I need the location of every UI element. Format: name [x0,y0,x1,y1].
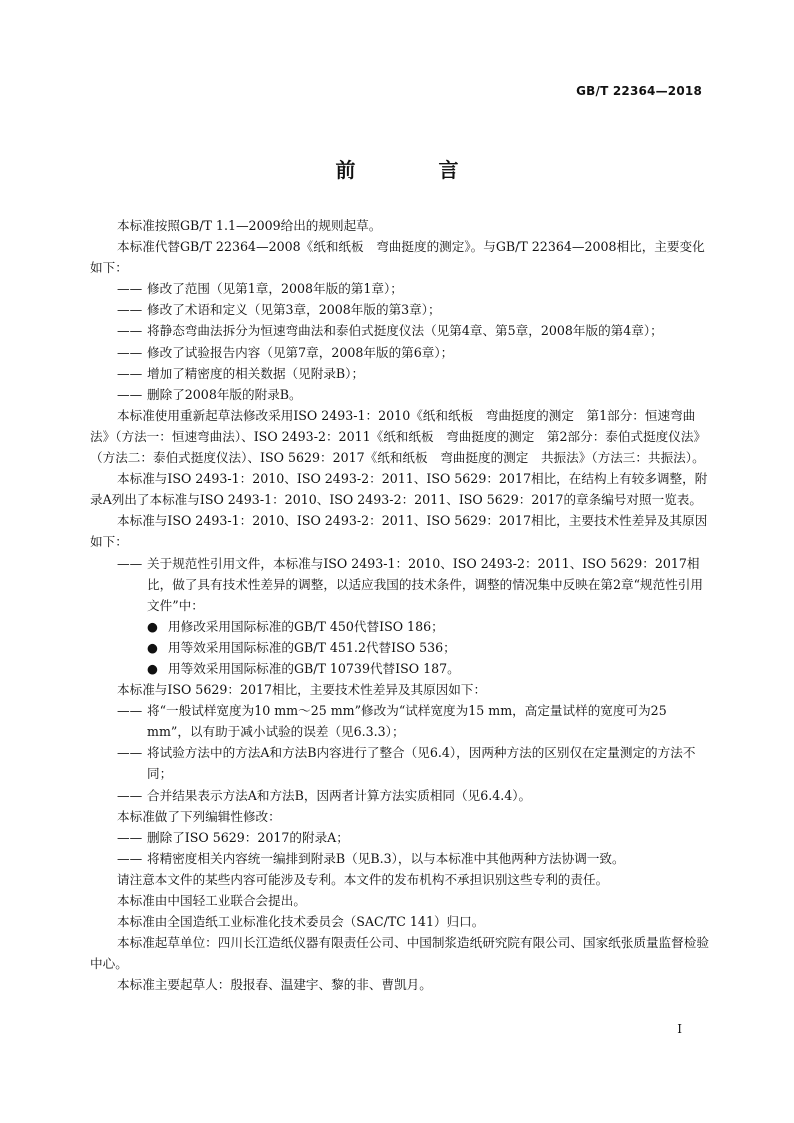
body-paragraph: 本标准由中国轻工业联合会提出。 [117,893,306,908]
list-item-text: 用等效采用国际标准的GB/T 451.2代替ISO 536； [168,639,456,655]
body-paragraph: 本标准做了下列编辑性修改： [117,808,281,824]
dash-list-item [90,363,710,384]
list-item-text: 用修改采用国际标准的GB/T 450代替ISO 186； [168,618,444,634]
page-title: 前 言 [335,158,497,182]
body-paragraph: 本标准与ISO 2493-1：2010、ISO 2493-2：2011、ISO 5629：2017相比，主要技术性差异及其原因如下： [90,513,708,550]
dash-marker: —— [117,302,143,318]
dash-list-item [90,553,710,616]
body-paragraph: 本标准起草单位：四川长江造纸仪器有限责任公司、中国制浆造纸研究院有限公司、国家纸张质量监督检验中心。 [90,935,709,972]
bullet-marker: ● [147,639,158,655]
list-item-text: 修改了术语和定义（见第3章，2008年版的第3章）； [147,302,441,318]
dash-list-item [90,827,710,848]
list-item-text: 将静态弯曲法拆分为恒速弯曲法和泰伯式挺度仪法（见第4章、第5章，2008年版的第4章）； [147,323,663,339]
dash-marker: —— [117,850,143,866]
dash-list-item [90,785,710,806]
dash-marker: —— [117,787,143,803]
body-paragraph: 本标准与ISO 5629：2017相比，主要技术性差异及其原因如下： [117,682,487,698]
list-item-text: 关于规范性引用文件，本标准与ISO 2493-1：2010、ISO 2493-2：2011、ISO 5629：2017相比，做了具有技术性差异的调整，以适应我国的技术条件，调整的情况集中反映在第2章“规范性引用文件”中： [147,555,703,613]
list-item-text: 删除了2008年版的附录B。 [147,386,302,402]
standard-number: GB/T 22364—2018 [576,84,702,98]
dash-marker: —— [117,745,143,761]
dash-list-item [90,320,710,341]
dash-marker: —— [117,829,143,845]
list-item-text: 将精密度相关内容统一编排到附录B（见B.3），以与本标准中其他两种方法协调一致。 [147,850,625,866]
dash-marker: —— [117,555,143,571]
dash-marker: —— [117,365,143,381]
dash-list-item [90,384,710,405]
body-paragraph: 本标准代替GB/T 22364—2008《纸和纸板 弯曲挺度的测定》。与GB/T 22364—2008相比，主要变化如下： [90,239,705,276]
dash-list-item [90,299,710,320]
dash-list-item [90,742,710,784]
page-number: I [677,1022,682,1036]
body-paragraph: 本标准主要起草人：殷报春、温建宇、黎的非、曹凯月。 [117,977,432,993]
dash-list-item [90,848,710,869]
bullet-list-item [90,637,710,658]
bullet-marker: ● [147,660,158,676]
list-item-text: 删除了ISO 5629：2017的附录A； [147,829,349,845]
list-item-text: 增加了精密度的相关数据（见附录B）； [147,365,365,381]
bullet-list-item [90,658,710,679]
list-item-text: 用等效采用国际标准的GB/T 10739代替ISO 187。 [168,660,460,676]
dash-list-item [90,342,710,363]
document-body [90,215,710,995]
body-paragraph: 本标准与ISO 2493-1：2010、ISO 2493-2：2011、ISO 5629：2017相比，在结构上有较多调整，附录A列出了本标准与ISO 2493-1：2010、ISO 2493-2：2011、ISO 5629：2017的章条编号对照一览表。 [90,471,708,508]
dash-list-item [90,278,710,299]
list-item-text: 修改了试验报告内容（见第7章，2008年版的第6章）； [147,344,454,360]
body-paragraph: 本标准按照GB/T 1.1—2009给出的规则起草。 [117,218,382,233]
body-paragraph: 本标准使用重新起草法修改采用ISO 2493-1：2010《纸和纸板 弯曲挺度的测定 第1部分：恒速弯曲法》（方法一：恒速弯曲法）、ISO 2493-2：2011《纸和纸板 弯曲挺度的测定 第2部分：泰伯式挺度仪法》（方法二：泰伯式挺度仪法）、ISO 5629：2017《纸和纸板 弯曲挺度的测定 共振法》（方法三：共振法）。 [90,407,707,466]
body-paragraph: 本标准由全国造纸工业标准化技术委员会（SAC/TC 141）归口。 [117,914,485,930]
list-item-text: 合并结果表示方法A和方法B，因两者计算方法实质相同（见6.4.4）。 [147,787,532,803]
dash-marker: —— [117,281,143,297]
list-item-text: 将试验方法中的方法A和方法B内容进行了整合（见6.4），因两种方法的区别仅在定量测定的方法不同； [147,745,696,782]
dash-list-item [90,700,710,742]
dash-marker: —— [117,386,143,402]
list-item-text: 修改了范围（见第1章，2008年版的第1章）； [147,281,403,297]
dash-marker: —— [117,703,143,719]
dash-marker: —— [117,323,143,339]
list-item-text: 将“一般试样宽度为10 mm～25 mm”修改为“试样宽度为15 mm，高定量试样的宽度可为25 mm”，以有助于减小试验的误差（见6.3.3）； [147,703,667,740]
dash-marker: —— [117,344,143,360]
body-paragraph: 请注意本文件的某些内容可能涉及专利。本文件的发布机构不承担识别这些专利的责任。 [117,871,609,887]
bullet-list-item [90,616,710,637]
bullet-marker: ● [147,618,158,634]
